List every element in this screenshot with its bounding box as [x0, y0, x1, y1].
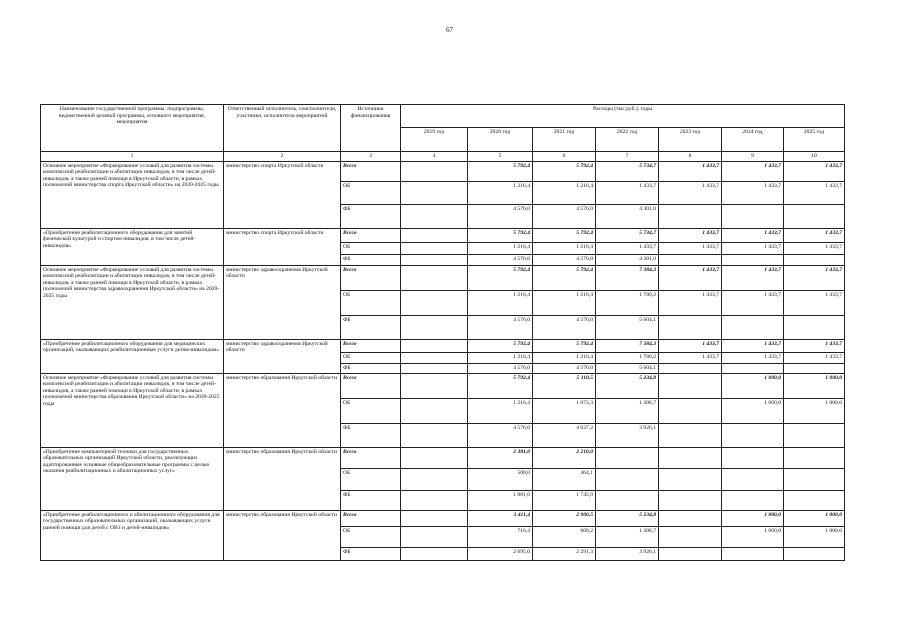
expense-value	[784, 468, 845, 490]
funding-source: ОБ	[341, 398, 401, 423]
expense-value	[659, 398, 722, 423]
funding-source: Всего	[341, 228, 401, 242]
expense-value: 2 381,0	[468, 447, 533, 468]
expense-value	[722, 204, 784, 228]
expense-value: 1 780,2	[596, 352, 659, 363]
expense-value	[722, 468, 784, 490]
executor: министерство спорта Иркутской области	[224, 228, 341, 265]
funding-source: ОБ	[341, 468, 401, 490]
funding-source: ФБ	[341, 423, 401, 447]
expense-value: 3 926,1	[596, 423, 659, 447]
expense-value	[401, 290, 468, 315]
expense-value: 1 000,0	[784, 526, 845, 547]
expense-value: 1 433,7	[784, 161, 845, 181]
expense-value: 1 216,4	[468, 290, 533, 315]
expense-value: 7 384,3	[596, 265, 659, 290]
expense-value	[722, 447, 784, 468]
funding-source: ФБ	[341, 315, 401, 339]
expense-value: 1 433,7	[722, 242, 784, 254]
expense-value: 1 073,3	[533, 398, 596, 423]
expense-value: 4 576,0	[533, 315, 596, 339]
expense-value	[401, 242, 468, 254]
expense-value	[659, 547, 722, 560]
expense-value: 1 433,7	[784, 242, 845, 254]
column-number: 1	[41, 152, 224, 162]
expense-value	[722, 315, 784, 339]
funding-source: ФБ	[341, 547, 401, 560]
expense-value	[659, 315, 722, 339]
expense-value: 5 792,4	[468, 161, 533, 181]
column-number: 5	[468, 152, 533, 162]
expense-value: 1 433,7	[784, 352, 845, 363]
expense-value: 1 433,7	[659, 352, 722, 363]
expense-value	[596, 447, 659, 468]
expense-value: 1 216,4	[533, 181, 596, 204]
column-number: 9	[722, 152, 784, 162]
expense-value: 1 216,4	[468, 181, 533, 204]
expense-value	[659, 468, 722, 490]
funding-source: Всего	[341, 447, 401, 468]
expense-value	[401, 204, 468, 228]
expense-value: 4 301,0	[596, 204, 659, 228]
expense-value	[401, 161, 468, 181]
table-row	[41, 161, 845, 181]
expense-value: 1 433,7	[722, 161, 784, 181]
funding-source: ОБ	[341, 352, 401, 363]
expense-value	[784, 490, 845, 510]
expense-value: 5 792,4	[533, 161, 596, 181]
header-year: 2022 год	[596, 128, 659, 152]
expense-value: 5 792,4	[533, 228, 596, 242]
expense-value	[784, 547, 845, 560]
column-number: 10	[784, 152, 845, 162]
page-number: 67	[446, 26, 453, 34]
expense-value	[784, 447, 845, 468]
expense-value	[659, 490, 722, 510]
expense-value: 4 576,0	[468, 254, 533, 265]
expense-value: 1 433,7	[722, 352, 784, 363]
expense-value: 1 780,2	[596, 290, 659, 315]
program-name: Основное мероприятие «Формирование условий для развития системы комплексной реабилитации и абилитации инвалидов, в том числе детей-инвалидов, а также ранней помощи в Иркутской области, в рамках полномочий министерства здравоохранения Иркутской области» на 2020-2025 годы	[41, 265, 224, 339]
expense-value: 1 308,7	[596, 398, 659, 423]
table-row	[41, 228, 845, 242]
expense-value: 5 734,7	[596, 161, 659, 181]
expense-value	[659, 254, 722, 265]
header-sources: Источники финансирования	[341, 105, 401, 152]
expense-value	[784, 423, 845, 447]
expense-value: 1 433,7	[659, 290, 722, 315]
expense-value: 1 433,7	[659, 242, 722, 254]
expense-value: 1 433,7	[784, 181, 845, 204]
funding-source: ОБ	[341, 290, 401, 315]
funding-source: Всего	[341, 510, 401, 526]
expense-value	[401, 423, 468, 447]
funding-source: ФБ	[341, 363, 401, 373]
expense-value: 1 216,4	[533, 290, 596, 315]
header-year: 2024 год	[722, 128, 784, 152]
expense-value	[401, 373, 468, 398]
expense-value	[722, 423, 784, 447]
expense-value: 1 000,0	[784, 510, 845, 526]
expense-value: 5 604,1	[596, 315, 659, 339]
expense-value: 1 000,0	[784, 373, 845, 398]
expense-value: 4 037,2	[533, 423, 596, 447]
expense-value	[401, 398, 468, 423]
expense-value	[401, 490, 468, 510]
expense-value: 4 576,0	[468, 204, 533, 228]
expense-value: 1 433,7	[784, 265, 845, 290]
expense-value: 1 433,7	[784, 290, 845, 315]
expense-value: 1 433,7	[596, 181, 659, 204]
expense-value: 5 234,8	[596, 373, 659, 398]
expense-value: 1 216,4	[533, 242, 596, 254]
expense-value	[722, 363, 784, 373]
header-year: 2025 год	[784, 128, 845, 152]
expense-value	[659, 363, 722, 373]
header-executor: Ответственный исполнитель, соисполнители, участники, исполнители мероприятий	[224, 105, 341, 152]
expense-value: 4 301,0	[596, 254, 659, 265]
expense-value: 1 000,0	[784, 398, 845, 423]
expense-value: 2 695,0	[468, 547, 533, 560]
table-row	[41, 265, 845, 290]
expense-value	[401, 315, 468, 339]
expense-value: 1 433,7	[722, 181, 784, 204]
expense-value: 4 576,0	[533, 204, 596, 228]
column-number: 7	[596, 152, 659, 162]
header-year: 2020 год	[468, 128, 533, 152]
expense-value: 1 433,7	[659, 265, 722, 290]
expense-value: 1 433,7	[784, 228, 845, 242]
expense-value: 1 433,7	[722, 265, 784, 290]
column-number: 3	[341, 152, 401, 162]
funding-source: Всего	[341, 161, 401, 181]
expense-value	[596, 468, 659, 490]
expense-value: 1 433,7	[722, 339, 784, 352]
expense-value	[401, 339, 468, 352]
column-number: 6	[533, 152, 596, 162]
expense-value	[401, 547, 468, 560]
expense-value: 3 926,1	[596, 547, 659, 560]
expense-value	[722, 254, 784, 265]
program-name: Основное мероприятие «Формирование условий для развития системы комплексной реабилитации и абилитации инвалидов, в том числе детей-инвалидов, а также ранней помощи в Иркутской области, в рамках полномочий министерства образования Иркутской области» на 2020-2025 годы	[41, 373, 224, 447]
expense-value: 1 881,0	[468, 490, 533, 510]
expense-value: 464,1	[533, 468, 596, 490]
expense-value	[401, 254, 468, 265]
expense-value	[722, 547, 784, 560]
funding-source: ОБ	[341, 526, 401, 547]
expense-value: 500,0	[468, 468, 533, 490]
expense-value: 1 216,4	[468, 242, 533, 254]
column-number: 4	[401, 152, 468, 162]
table-row	[41, 373, 845, 398]
expense-value: 1 000,0	[722, 398, 784, 423]
table-row	[41, 339, 845, 352]
expense-value: 5 792,4	[533, 265, 596, 290]
expense-value: 4 576,0	[468, 423, 533, 447]
expense-value: 5 234,8	[596, 510, 659, 526]
funding-source: ОБ	[341, 181, 401, 204]
program-name: «Приобретение реабилитационного оборудования для занятий физической культурой и спортом инвалидов, в том числе детей-инвалидов»	[41, 228, 224, 265]
expense-value	[659, 510, 722, 526]
executor: министерство образования Иркутской области	[224, 373, 341, 447]
expense-value: 4 576,0	[468, 315, 533, 339]
executor: министерство образования Иркутской области	[224, 447, 341, 510]
expense-value: 1 433,7	[784, 339, 845, 352]
expense-value: 1 433,7	[659, 228, 722, 242]
column-number: 2	[224, 152, 341, 162]
expense-value: 7 384,3	[596, 339, 659, 352]
expense-value	[659, 373, 722, 398]
expense-value: 5 792,4	[468, 339, 533, 352]
expense-value: 1 433,7	[722, 290, 784, 315]
header-year: 2021 год	[533, 128, 596, 152]
expense-value: 2 291,3	[533, 547, 596, 560]
executor: министерство здравоохранения Иркутской области	[224, 339, 341, 373]
expense-value	[401, 228, 468, 242]
expense-value	[784, 204, 845, 228]
program-name: Основное мероприятие «Формирование условий для развития системы комплексной реабилитации и абилитации инвалидов, в том числе детей-инвалидов, а также ранней помощи в Иркутской области, в рамках полномочий министерства спорта Иркутской области» на 2020-2025 годы	[41, 161, 224, 228]
expense-value: 1 000,0	[722, 510, 784, 526]
expense-value	[401, 352, 468, 363]
expense-value: 1 216,4	[468, 352, 533, 363]
expense-value	[401, 468, 468, 490]
expense-value	[722, 490, 784, 510]
expense-value: 5 110,5	[533, 373, 596, 398]
expense-value: 1 000,0	[722, 526, 784, 547]
column-number: 8	[659, 152, 722, 162]
table-row	[41, 447, 845, 468]
header-expenses: Расходы (тыс.руб.), годы	[401, 105, 845, 128]
expense-value	[784, 254, 845, 265]
expense-value	[401, 363, 468, 373]
program-name: «Приобретение реабилитационного оборудования для медицинских организаций, оказывающих реабилитационные услуги детям-инвалидам»	[41, 339, 224, 373]
expense-value: 1 216,4	[533, 352, 596, 363]
expense-value: 1 433,7	[659, 161, 722, 181]
executor: министерство образования Иркутской области	[224, 510, 341, 560]
expense-value: 1 745,9	[533, 490, 596, 510]
program-name: «Приобретение реабилитационного и абилитационного оборудования для государственных образовательных организаций, оказывающих услуги ранней помощи для детей с ОВЗ и детей-инвалидов»	[41, 510, 224, 560]
expense-value	[401, 265, 468, 290]
expense-value: 1 433,7	[596, 242, 659, 254]
expense-value: 5 792,4	[533, 339, 596, 352]
executor: министерство здравоохранения Иркутской области	[224, 265, 341, 339]
program-name: «Приобретение компьютерной техники для государственных образовательных организаций Иркутской области, реализующих адаптированные основные общеобразовательные программы с целью оказания реабилитационных и абилитационных услуг»	[41, 447, 224, 510]
expense-value: 1 433,7	[659, 181, 722, 204]
expense-value: 5 792,4	[468, 228, 533, 242]
expense-value: 1 308,7	[596, 526, 659, 547]
expense-value: 5 604,1	[596, 363, 659, 373]
funding-source: Всего	[341, 339, 401, 352]
expense-value: 2 210,0	[533, 447, 596, 468]
executor: министерство спорта Иркутской области	[224, 161, 341, 228]
expense-value	[659, 447, 722, 468]
expense-value	[596, 490, 659, 510]
expense-value	[401, 447, 468, 468]
expense-value: 1 000,0	[722, 373, 784, 398]
table-row	[41, 510, 845, 526]
funding-source: ФБ	[341, 204, 401, 228]
expense-value: 3 411,4	[468, 510, 533, 526]
funding-source: ФБ	[341, 254, 401, 265]
funding-source: ОБ	[341, 242, 401, 254]
expense-value	[659, 526, 722, 547]
expense-value	[659, 423, 722, 447]
funding-source: ФБ	[341, 490, 401, 510]
header-name: Наименование государственной программы, подпрограммы, ведомственной целевой программы, основного мероприятия, мероприятия	[41, 105, 224, 152]
expense-value: 5 734,7	[596, 228, 659, 242]
expense-value: 1 216,4	[468, 398, 533, 423]
expense-value: 609,2	[533, 526, 596, 547]
header-year: 2023 год	[659, 128, 722, 152]
funding-source: Всего	[341, 373, 401, 398]
expense-value: 4 576,0	[533, 363, 596, 373]
expense-value: 5 792,4	[468, 265, 533, 290]
expense-value	[659, 204, 722, 228]
expense-value: 5 792,4	[468, 373, 533, 398]
funding-source: Всего	[341, 265, 401, 290]
expense-value: 1 433,7	[659, 339, 722, 352]
expense-value: 4 576,0	[533, 254, 596, 265]
expense-value	[401, 181, 468, 204]
financing-table	[40, 104, 845, 561]
expense-value: 4 576,0	[468, 363, 533, 373]
expense-value	[784, 363, 845, 373]
expense-value: 1 433,7	[722, 228, 784, 242]
expense-value: 2 900,5	[533, 510, 596, 526]
header-year: 2019 год	[401, 128, 468, 152]
expense-value: 716,4	[468, 526, 533, 547]
expense-value	[784, 315, 845, 339]
expense-value	[401, 526, 468, 547]
expense-value	[401, 510, 468, 526]
